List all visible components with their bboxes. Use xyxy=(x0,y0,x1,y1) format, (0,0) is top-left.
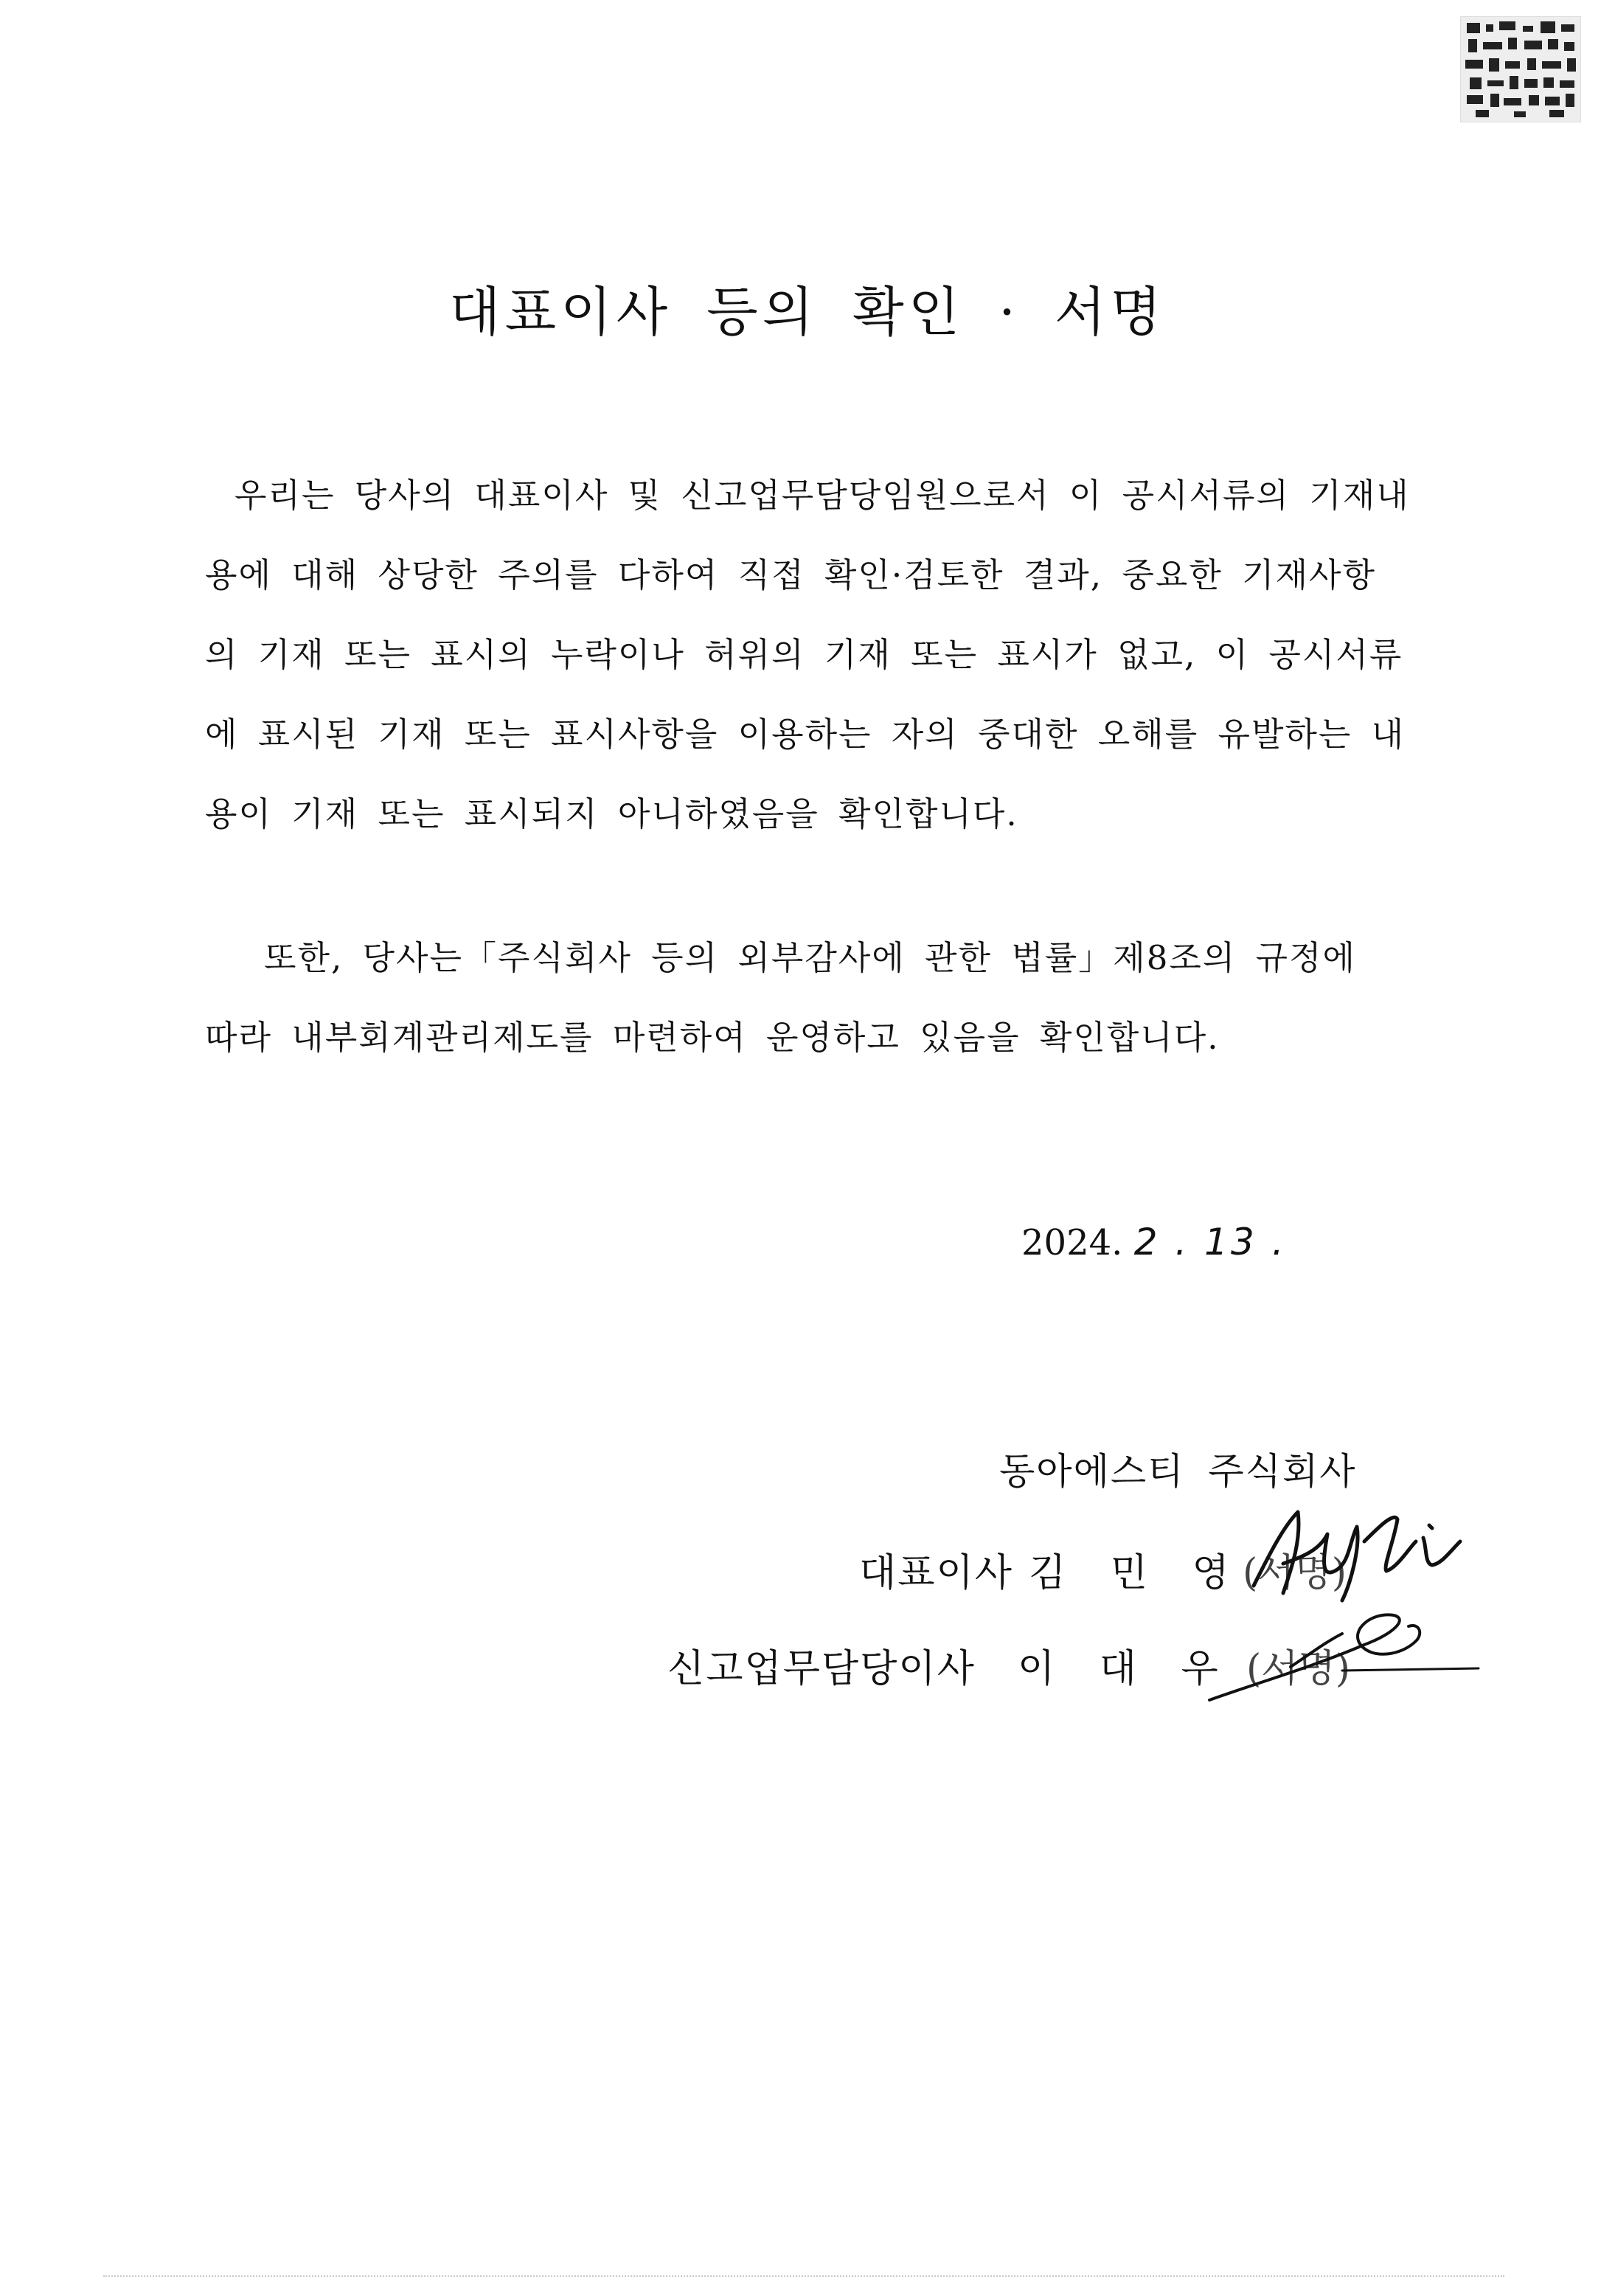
ceo-signature xyxy=(1239,1497,1475,1608)
paragraph-line: 용에 대해 상당한 주의를 다하여 직접 확인·검토한 결과, 중요한 기재사항 xyxy=(205,555,1376,594)
page-bottom-divider xyxy=(103,2275,1504,2277)
paragraph-line: 우리는 당사의 대표이사 및 신고업무담당임원으로서 이 공시서류의 기재내 xyxy=(235,476,1410,515)
paragraph-line: 또한, 당사는「주식회사 등의 외부감사에 관한 법률」제8조의 규정에 xyxy=(264,938,1356,977)
date-printed: 2024. xyxy=(1021,1222,1123,1263)
company-name: 동아에스티 주식회사 xyxy=(999,1450,1357,1493)
paragraph-line: 따라 내부회계관리제도를 마련하여 운영하고 있음을 확인합니다. xyxy=(205,1018,1220,1057)
signatory-name: 김 민 영 xyxy=(1029,1551,1229,1595)
reporting-officer-signature xyxy=(1202,1600,1482,1711)
page-title: 대표이사 등의 확인 · 서명 xyxy=(449,281,1166,343)
signatory-role: 신고업무담당이사 xyxy=(667,1647,976,1691)
paragraph-line: 의 기재 또는 표시의 누락이나 허위의 기재 또는 표시가 없고, 이 공시서류 xyxy=(205,635,1403,674)
date-handwritten: 2 . 13 . xyxy=(1133,1221,1287,1263)
signature-placeholder: (서명) xyxy=(1246,1647,1351,1691)
signature-placeholder: (서명) xyxy=(1243,1551,1347,1595)
qr-code-icon xyxy=(1460,16,1581,122)
signing-date xyxy=(1021,1221,1287,1263)
paragraph-line: 용이 기재 또는 표시되지 아니하였음을 확인합니다. xyxy=(205,794,1018,833)
signatory-role: 대표이사 xyxy=(859,1551,1013,1595)
signatory-name: 이 대 우 xyxy=(1018,1647,1218,1691)
paragraph-line: 에 표시된 기재 또는 표시사항을 이용하는 자의 중대한 오해를 유발하는 내 xyxy=(205,715,1406,754)
